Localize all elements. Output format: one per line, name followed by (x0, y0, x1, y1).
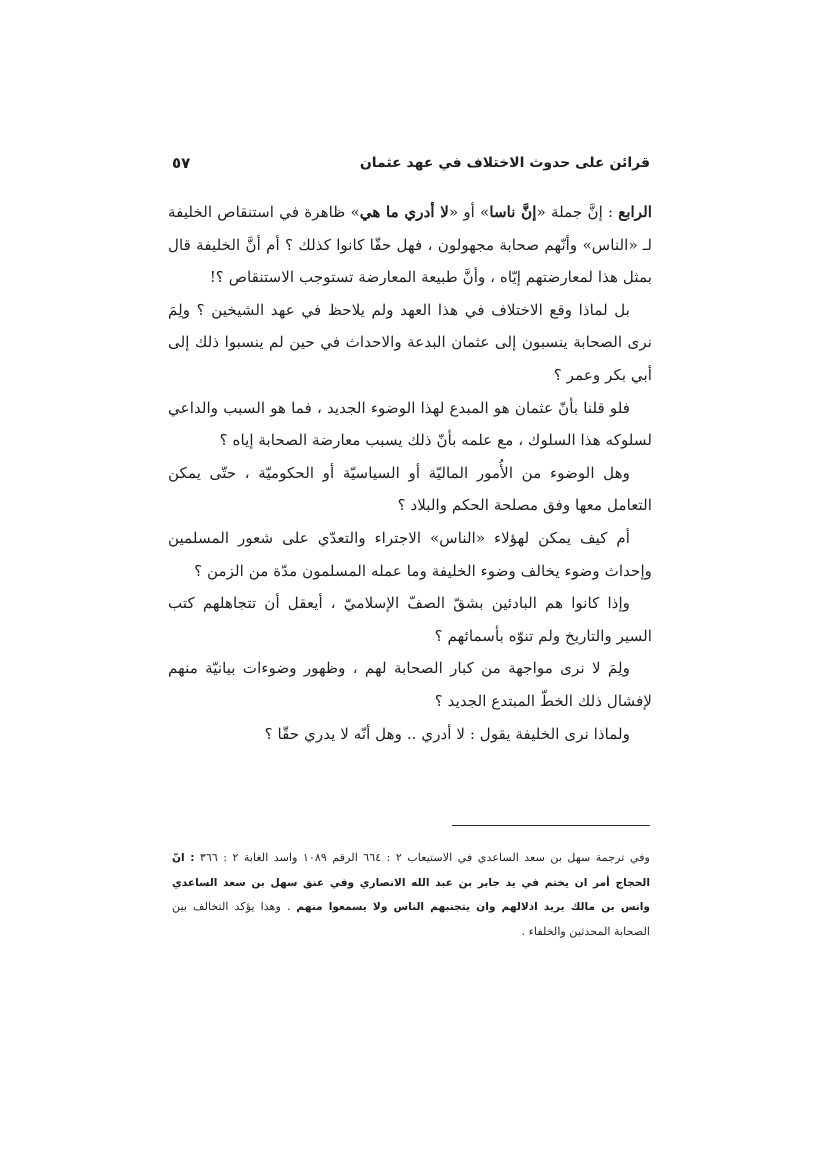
paragraph: ولِمَ لا نرى مواجهة من كبار الصحابة لهم ، وظهور وضوءات بيانيّة منهم لإفشال ذلك الخطّ المبتدع الجديد ؟ (168, 659, 652, 710)
paragraph-label: الرابع (618, 203, 652, 221)
paragraph (168, 196, 652, 294)
body-text (168, 196, 652, 750)
quoted-phrase: إنَّ ناسا (489, 203, 537, 221)
footnote (172, 846, 650, 943)
quoted-phrase: لا أدري ما هي (359, 203, 449, 221)
paragraph: أم كيف يمكن لهؤلاء «الناس» الاجتراء والتعدّي على شعور المسلمين وإحداث وضوء يخالف وضوء الخليفة وما عمله المسلمون مدّة من الزمن ؟ (168, 528, 652, 580)
paragraph: وإذا كانوا هم البادئين بشقّ الصفّ الإسلاميّ ، أيعقل أن تتجاهلهم كتب السير والتاريخ ولم تنوّه بأسمائهم ؟ (168, 594, 652, 645)
footnote-segment: . وهذا يؤكد التخالف بين الصحابة المحدثين والخلفاء . (172, 900, 650, 938)
paragraph: ولماذا نرى الخليفة يقول : لا أدري .. وهل أنّه لا يدري حقّا ؟ (264, 724, 630, 743)
paragraph: وهل الوضوء من الأُمور الماليّة أو السياسيّة أو الحكوميّة ، حتّى يمكن التعامل معها وفق مصلحة الحكم والبلاد ؟ (168, 463, 652, 515)
text-segment: » أو « (448, 203, 490, 221)
text-segment: : إنَّ جملة « (536, 203, 619, 221)
page-number: ٥٧ (172, 154, 191, 172)
chapter-title: قرائن على حدوث الاختلاف في عهد عثمان (359, 155, 650, 171)
running-header (172, 150, 650, 176)
paragraph: فلو قلنا بأنّ عثمان هو المبدع لهذا الوضوء الجديد ، فما هو السبب والداعي لسلوكه هذا السلوك ، مع علمه بأنّ ذلك يسبب معارضة الصحابة إياه ؟ (168, 398, 652, 450)
footnote-separator (452, 825, 650, 826)
paragraph: بل لماذا وقع الاختلاف في هذا العهد ولم يلاحظ في عهد الشيخين ؟ ولِمَ نرى الصحابة ينسبون إلى عثمان البدعة والاحداث في حين لم ينسبوا ذلك إلى أبي بكر وعمر ؟ (168, 300, 652, 384)
footnote-segment: وفي ترجمة سهل بن سعد الساعدي في الاستيعاب ٢ : ٦٦٤ الرقم ١٠٨٩ واسد الغابة ٢ : ٣٦٦ (194, 851, 650, 864)
footnote-emphasis: : انّ الحجاج أمر ان يختم في يد جابر بن عبد الله الانصاري وفي عنق سهل بن سعد الساعدي وانس بن مالك يريد اذلالهم وان يتجنبهم الناس ولا يسمعوا منهم (172, 852, 650, 913)
text-segment: » ظاهرة في استنقاص الخليفة لـ «الناس» وأنّهم صحابة مجهولون ، فهل حقّا كانوا كذلك ؟ أم أنَّ الخليفة قال بمثل هذا لمعارضتهم إيّاه ، وأنَّ طبيعة المعارضة تستوجب الاستنقاص ؟! (168, 203, 652, 287)
